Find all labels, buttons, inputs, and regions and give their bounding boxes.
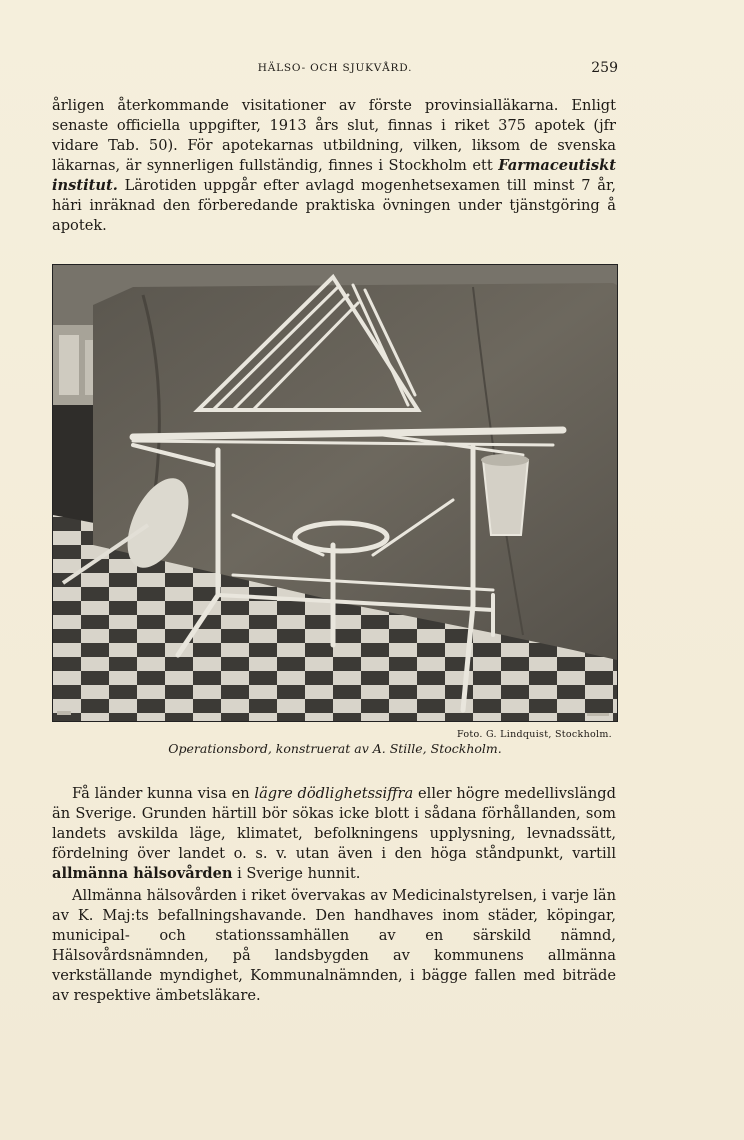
paragraph-mortality [52, 784, 616, 884]
operating-table-photo [52, 264, 618, 722]
farmaceutiskt-institut-emphasis: Farmaceutiskt institut. [52, 157, 616, 194]
paragraph-administration: Allmänna hälsovården i riket övervakas av Medicinalstyrelsen, i varje län av K. Maj:ts befallningshavande. Den handhaves inom städer, köpingar, municipal- och stationssamhällen av en särskild nämnd, Hälsovårdsnämnden, på landsbygden av kommunens allmänna verkställande myndighet, Kommunalnämnden, i bägge fallen med biträde av respektive ämbetsläkare. [52, 887, 616, 1004]
paragraph-mortality-text-1: Få länder kunna visa en [72, 785, 255, 802]
paragraph-pharmacies-text-2: Lärotiden uppgår efter avlagd mogenhetsexamen till minst 7 år, häri inräknad den förberedande praktiska övningen under tjänstgöring å apotek. [52, 177, 616, 234]
paragraph-mortality-text-2: eller högre medellivslängd än Sverige. Grunden härtill bör sökas icke blott i sådana förhållanden, som landets avskilda läge, klimatet, befolkningens upplysning, levnadssätt, fördelning över landet o. s. v. utan även i den höga ståndpunkt, vartill [52, 785, 616, 862]
operating-table-illustration [53, 265, 617, 721]
mortality-emphasis: lägre dödlighetssiffra [254, 785, 414, 802]
photo-credit: Foto. G. Lindquist, Stockholm. [456, 729, 612, 740]
paragraph-pharmacies [52, 96, 616, 236]
running-header [52, 62, 618, 84]
photo-caption: Operationsbord, konstruerat av A. Stille, Stockholm. [168, 741, 502, 756]
paragraph-mortality-text-3: i Sverige hunnit. [232, 865, 361, 882]
paragraph-pharmacies-text-1: årligen återkommande visitationer av förste provinsialläkarna. Enligt senaste officiella uppgifter, 1913 års slut, finnas i riket 375 apotek (jfr vidare Tab. 50). För apotekarnas utbildning, vilken, liksom de svenska läkarnas, är synnerligen fullständig, finnes i Stockholm ett [52, 97, 616, 174]
public-health-bold: allmänna hälsovården [52, 865, 233, 882]
page-number: 259 [591, 60, 618, 76]
header-title: HÄLSO- OCH SJUKVÅRD. [257, 62, 413, 74]
